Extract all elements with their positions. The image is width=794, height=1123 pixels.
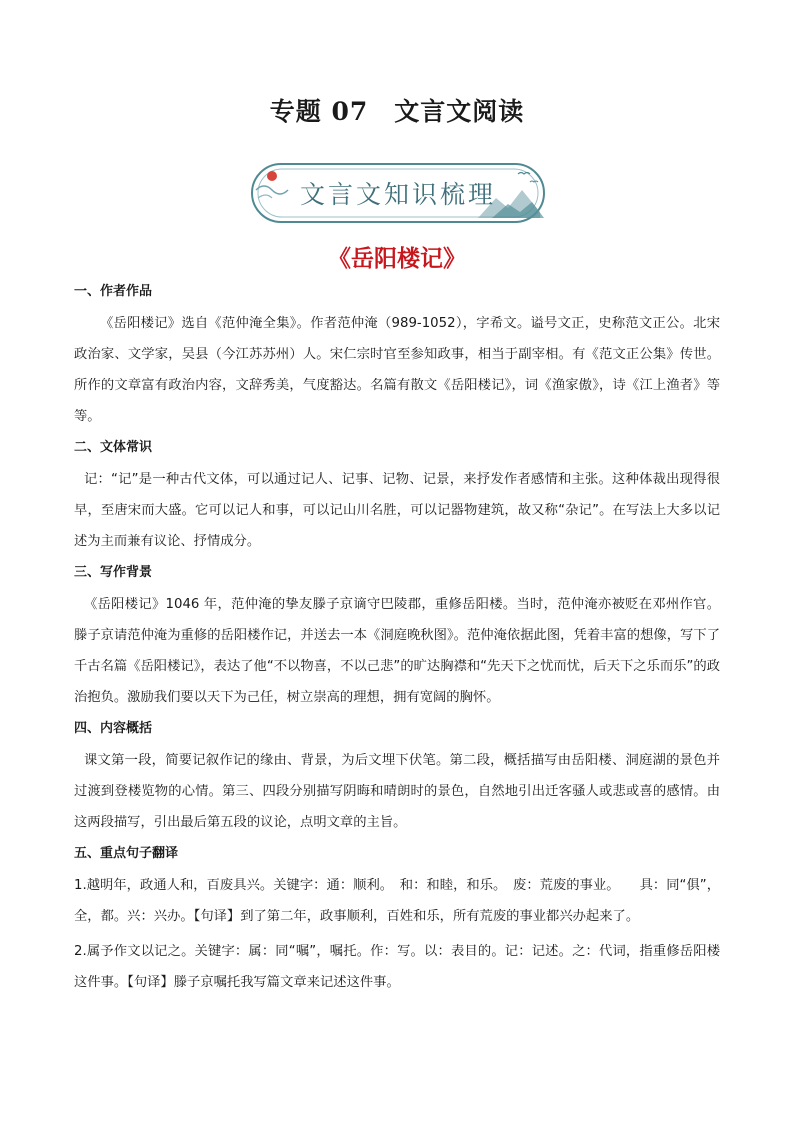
section-heading: 三、写作背景 xyxy=(74,565,153,580)
section-heading: 一、作者作品 xyxy=(74,284,153,299)
section-paragraph: 记：“记”是一种古代文体，可以通过记人、记事、记物、记景，来抒发作者感情和主张。这种体裁出现得很早，至唐宋而大盛。它可以记人和事，可以记山川名胜，可以记器物建筑，故又称“杂记”。在写法上大多以记述为主而兼有议论、抒情成分。 xyxy=(74,472,720,549)
banner-title: 文言文知识梳理 xyxy=(299,180,496,209)
section-banner xyxy=(246,160,550,226)
translation-item: 1.越明年，政通人和，百废具兴。关键字：通：顺利。 和：和睦，和乐。 废：荒废的事业。 具：同“俱”，全，都。兴：兴办。【句译】到了第二年，政事顺利，百姓和乐，所有荒废的事业都兴办起来了。 xyxy=(74,878,720,924)
section-paragraph: 《岳阳楼记》选自《范仲淹全集》。作者范仲淹（989-1052），字希文。谥号文正，史称范文正公。北宋政治家、文学家，吴县（今江苏苏州）人。宋仁宗时官至参知政事，相当于副宰相。有《范文正公集》传世。所作的文章富有政治内容，文辞秀美，气度豁达。名篇有散文《岳阳楼记》，词《渔家傲》，诗《江上渔者》等等。 xyxy=(74,316,720,424)
section-heading: 四、内容概括 xyxy=(74,721,153,736)
section-heading: 二、文体常识 xyxy=(74,440,153,455)
translation-item: 2.属予作文以记之。关键字：属：同“嘱”，嘱托。作：写。以：表目的。记：记述。之：代词，指重修岳阳楼这件事。【句译】滕子京嘱托我写篇文章来记述这件事。 xyxy=(74,944,720,990)
section-summary xyxy=(74,717,720,838)
section-genre xyxy=(74,436,720,557)
document-title: 专题 07 文言文阅读 xyxy=(269,97,525,126)
section-heading: 五、重点句子翻译 xyxy=(74,846,179,861)
content-body xyxy=(74,280,720,1002)
section-author xyxy=(74,280,720,432)
article-title: 《岳阳楼记》 xyxy=(328,245,466,272)
section-paragraph: 课文第一段，简要记叙作记的缘由、背景，为后文埋下伏笔。第二段，概括描写由岳阳楼、洞庭湖的景色并过渡到登楼览物的心情。第三、四段分别描写阴晦和晴朗时的景色，自然地引出迁客骚人或悲或喜的感情。由这两段描写，引出最后第五段的议论，点明文章的主旨。 xyxy=(74,753,720,830)
section-translation xyxy=(74,842,720,998)
section-background xyxy=(74,561,720,713)
section-paragraph: 《岳阳楼记》1046 年，范仲淹的挚友滕子京谪守巴陵郡，重修岳阳楼。当时，范仲淹亦被贬在邓州作官。滕子京请范仲淹为重修的岳阳楼作记，并送去一本《洞庭晚秋图》。范仲淹依据此图，凭着丰富的想像，写下了千古名篇《岳阳楼记》，表达了他“不以物喜，不以己悲”的旷达胸襟和“先天下之忧而忧，后天下之乐而乐”的政治抱负。激励我们要以天下为己任，树立崇高的理想，拥有宽阔的胸怀。 xyxy=(74,597,720,705)
